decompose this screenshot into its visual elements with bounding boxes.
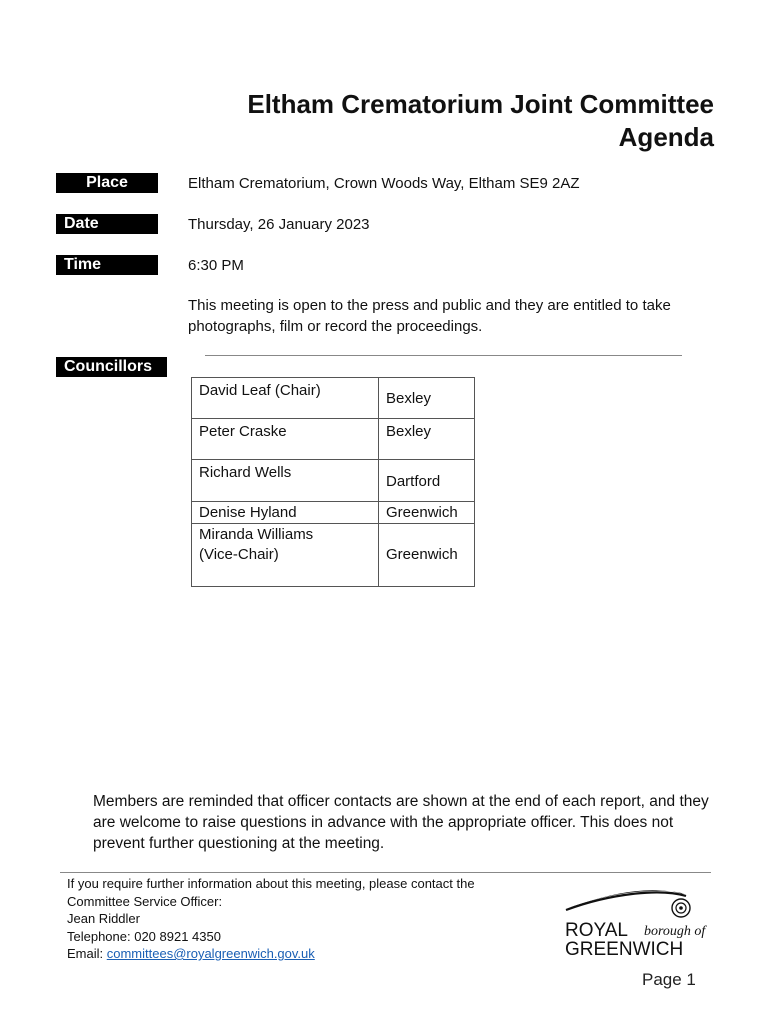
councillor-name: David Leaf (Chair) <box>192 378 379 419</box>
councillor-borough: Greenwich <box>379 524 475 587</box>
contact-info <box>67 875 475 963</box>
table-row <box>192 460 475 502</box>
councillor-name-line-1: Miranda Williams <box>199 526 314 543</box>
place-label: Place <box>56 173 158 193</box>
rose-emblem-icon <box>672 899 690 917</box>
table-row <box>192 378 475 419</box>
email-prefix: Email: <box>67 946 107 961</box>
time-label: Time <box>56 255 158 275</box>
members-reminder: Members are reminded that officer contacts are shown at the end of each report, and they are welcome to raise questions in advance with the appropriate officer. This does not prevent further questioning at the meeting. <box>93 793 709 852</box>
page-number: Page 1 <box>642 970 696 989</box>
councillor-name-line-2: (Vice-Chair) <box>199 546 279 563</box>
contact-email <box>67 945 475 963</box>
title-line-1: Eltham Crematorium Joint Committee <box>247 89 714 119</box>
date-label: Date <box>56 214 158 234</box>
contact-telephone: Telephone: 020 8921 4350 <box>67 928 221 944</box>
councillor-borough: Dartford <box>379 460 475 502</box>
public-notice: This meeting is open to the press and public and they are entitled to take photographs, film or record the proceedings. <box>188 297 671 335</box>
table-row <box>192 502 475 524</box>
royal-greenwich-logo <box>564 886 714 958</box>
contact-line-2: Committee Service Officer: <box>67 893 223 909</box>
page-title <box>247 88 714 154</box>
contact-line-1: If you require further information about this meeting, please contact the <box>67 876 475 891</box>
councillor-name: Denise Hyland <box>192 502 379 524</box>
councillor-borough: Greenwich <box>379 502 475 524</box>
footer-divider <box>60 872 711 873</box>
date-value: Thursday, 26 January 2023 <box>188 216 370 233</box>
table-row <box>192 419 475 460</box>
logo-greenwich: GREENWICH <box>565 939 684 958</box>
contact-name: Jean Riddler <box>67 911 140 926</box>
logo-borough-of: borough of <box>644 924 706 939</box>
councillor-borough: Bexley <box>379 378 475 419</box>
table-row <box>192 524 475 587</box>
logo-royal: ROYAL <box>565 920 629 941</box>
councillors-table <box>191 377 475 587</box>
place-value: Eltham Crematorium, Crown Woods Way, Eltham SE9 2AZ <box>188 175 580 192</box>
time-value: 6:30 PM <box>188 257 244 274</box>
councillor-name: Peter Craske <box>192 419 379 460</box>
email-link[interactable]: committees@royalgreenwich.gov.uk <box>106 946 315 961</box>
councillor-name: Richard Wells <box>192 460 379 502</box>
councillor-name <box>192 524 379 587</box>
councillor-borough: Bexley <box>379 419 475 460</box>
divider <box>205 355 682 356</box>
councillors-label: Councillors <box>56 357 167 377</box>
title-line-2: Agenda <box>618 122 714 152</box>
